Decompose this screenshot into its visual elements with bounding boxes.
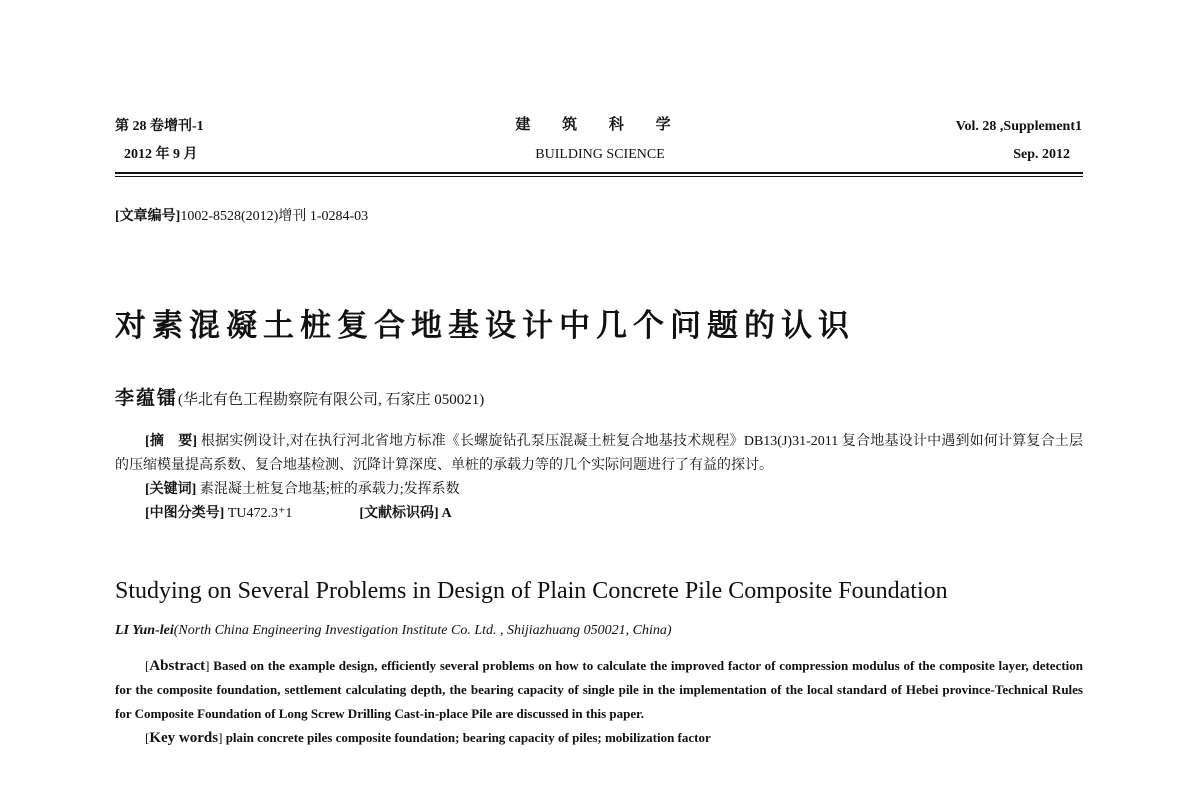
author-name-en: LI Yun-lei bbox=[115, 623, 174, 638]
journal-volume-en: Vol. 28 ,Supplement1 bbox=[955, 119, 1082, 134]
abstract-block-en bbox=[115, 654, 1083, 750]
doc-code-value: A bbox=[441, 506, 452, 521]
journal-date-en: Sep. 2012 bbox=[1013, 147, 1070, 162]
abstract-cn bbox=[115, 430, 1083, 478]
author-cn bbox=[115, 383, 484, 410]
header-rule-thin bbox=[115, 176, 1083, 177]
paper-title-en: Studying on Several Problems in Design of Plain Concrete Pile Composite Foundation bbox=[115, 578, 948, 604]
clc-value: TU472.3⁺1 bbox=[227, 506, 293, 521]
keywords-text-en: plain concrete piles composite foundation; bearing capacity of piles; mobilization factor bbox=[225, 730, 711, 745]
abstract-block-cn bbox=[115, 430, 1083, 526]
author-affiliation-en: (North China Engineering Investigation Institute Co. Ltd. , Shijiazhuang 050021, China) bbox=[173, 623, 672, 638]
header-rule bbox=[115, 172, 1083, 174]
abstract-en: [Abstract] Based on the example design, efficiently several problems on how to calculate the improved factor of compression modulus of the composite layer, detection for the composite foundation, settlement calculating depth, the bearing capacity of single pile in the implementation of the local standard of Hebei province-Technical Rules for Composite Foundation of Long Screw Drilling Cast-in-place Pile are discussed in this paper. bbox=[115, 658, 1084, 721]
abstract-label-en: Abstract bbox=[149, 658, 206, 674]
journal-name-en: BUILDING SCIENCE bbox=[535, 147, 665, 162]
keywords-en: [Key words] plain concrete piles composite foundation; bearing capacity of piles; mobilization factor bbox=[145, 730, 711, 746]
paper-title-cn: 对素混凝土桩复合地基设计中几个问题的认识 bbox=[115, 308, 855, 344]
author-name-cn: 李蕴镭 bbox=[115, 388, 179, 409]
abstract-label-cn: [摘 要] bbox=[145, 434, 198, 449]
author-affiliation-cn: (华北有色工程勘察院有限公司, 石家庄 050021) bbox=[178, 392, 485, 408]
keywords-label-cn: [关键词] bbox=[145, 482, 197, 497]
article-number-value: 1002-8528(2012)增刊 1-0284-03 bbox=[180, 209, 369, 224]
author-en bbox=[115, 623, 672, 639]
article-number-label: [文章编号] bbox=[115, 209, 181, 224]
journal-name-cn: 建 筑 科 学 bbox=[515, 117, 685, 133]
clc-label: [中图分类号] bbox=[145, 506, 225, 521]
journal-volume: 第 28 卷增刊-1 bbox=[115, 119, 204, 134]
classification-line bbox=[115, 502, 1083, 526]
article-number bbox=[115, 205, 368, 225]
doc-code-label: [文献标识码] bbox=[359, 506, 439, 521]
abstract-text-en: Based on the example design, efficiently several problems on how to calculate the improved factor of compression modulus of the composite layer, detection for the composite foundation, settlement calculating depth, the bearing capacity of single pile in the implementation of the local standard of Hebei province-Technical Rules for Composite Foundation of Long Screw Drilling Cast-in-place Pile are discussed in this paper. bbox=[115, 658, 1084, 721]
journal-date-cn: 2012 年 9 月 bbox=[124, 147, 198, 162]
keywords-label-en: Key words bbox=[149, 730, 219, 746]
abstract-text-cn: 根据实例设计,对在执行河北省地方标准《长螺旋钻孔泵压混凝土桩复合地基技术规程》DB13(J)31-2011 复合地基设计中遇到如何计算复合土层的压缩模量提高系数、复合地基检测、沉降计算深度、单桩的承载力等的几个实际问题进行了有益的探讨。 bbox=[115, 434, 1084, 473]
keywords-cn bbox=[115, 478, 1083, 502]
keywords-text-cn: 素混凝土桩复合地基;桩的承载力;发挥系数 bbox=[199, 482, 460, 497]
